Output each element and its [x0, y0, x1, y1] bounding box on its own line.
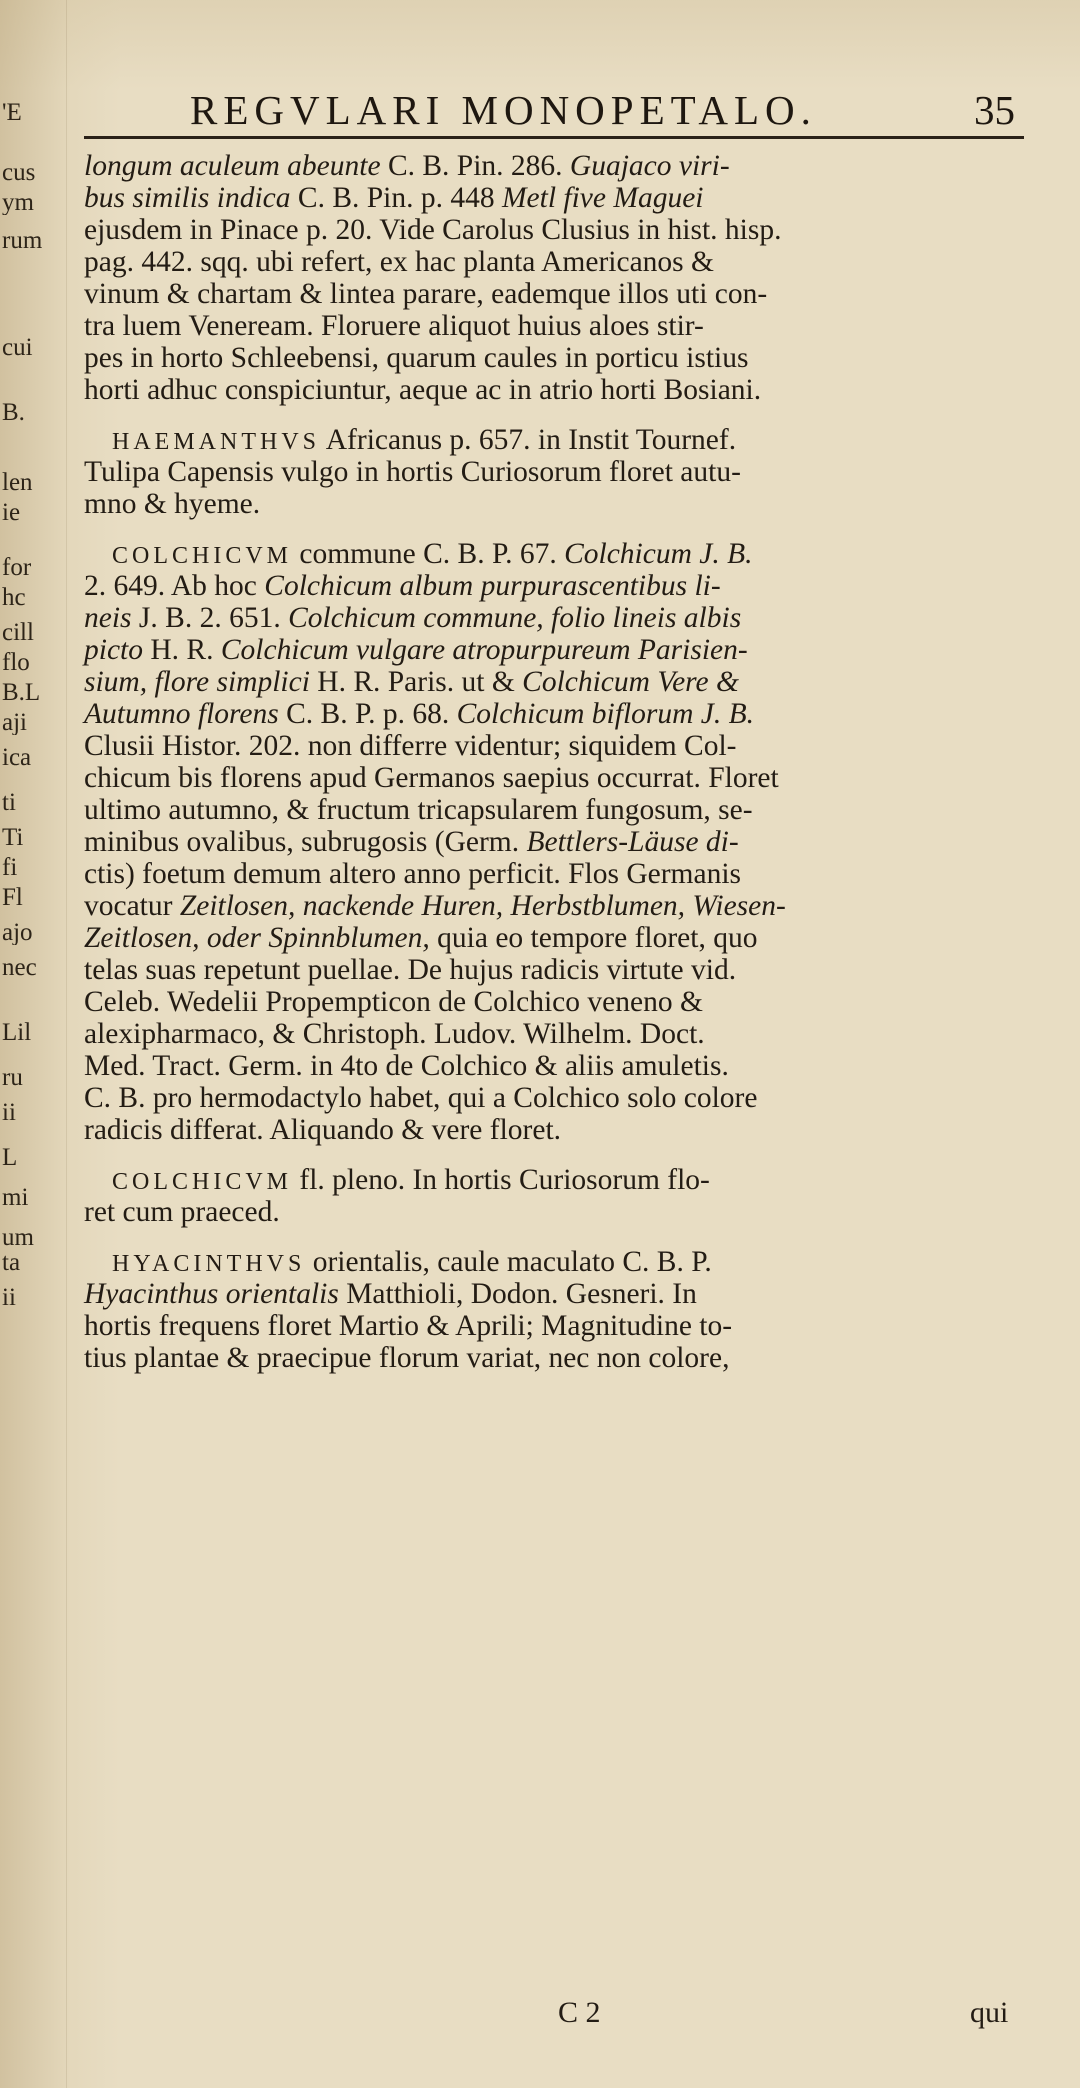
- text-line: [84, 424, 1044, 456]
- text-line: [84, 794, 1044, 826]
- left-margin-bleed: [0, 0, 67, 2088]
- text-segment: longum aculeum abeunte: [84, 150, 381, 182]
- text-segment: neis: [84, 602, 132, 634]
- text-line: [84, 602, 1044, 634]
- text-segment: Bettlers-Läuse di-: [526, 826, 739, 858]
- paragraph-gap: [84, 520, 1044, 538]
- margin-fragment: L: [2, 1145, 18, 1170]
- margin-fragment: cus: [2, 160, 36, 185]
- margin-fragment: flo: [2, 650, 30, 675]
- text-segment: H. R. Paris. ut &: [309, 666, 523, 698]
- text-segment: Metl five Maguei: [501, 182, 704, 214]
- margin-fragment: ii: [2, 1285, 16, 1310]
- margin-fragment: B.L: [2, 680, 41, 705]
- text-line: [84, 182, 1044, 214]
- text-segment: HYACINTHVS: [112, 1251, 306, 1277]
- text-segment: Colchicum J. B.: [564, 538, 753, 570]
- text-segment: tra luem Veneream. Floruere aliquot huius aloes stir-: [84, 310, 704, 342]
- margin-fragment: ica: [2, 745, 32, 770]
- text-segment: Matthioli, Dodon. Gesneri. In: [338, 1278, 697, 1310]
- text-segment: HAEMANTHVS: [112, 429, 320, 455]
- text-segment: horti adhuc conspiciuntur, aeque ac in atrio horti Bosiani.: [84, 374, 762, 406]
- text-segment: Med. Tract. Germ. in 4to de Colchico & aliis amuletis.: [84, 1050, 729, 1082]
- text-segment: Colchicum commune, folio lineis albis: [288, 602, 742, 634]
- margin-fragment: ti: [2, 790, 16, 815]
- text-segment: telas suas repetunt puellae. De hujus radicis virtute vid.: [84, 954, 737, 986]
- text-segment: mno & hyeme.: [84, 488, 261, 520]
- text-line: [84, 922, 1044, 954]
- text-segment: ret cum praeced.: [84, 1196, 280, 1228]
- body-text: [84, 150, 1044, 1374]
- text-line: [84, 150, 1044, 182]
- page-number: 35: [974, 87, 1015, 133]
- text-segment: Colchicum album purpurascentibus li-: [264, 570, 721, 602]
- text-line: [84, 954, 1044, 986]
- text-line: [84, 730, 1044, 762]
- text-line: [84, 1164, 1044, 1196]
- margin-fragment: rum: [2, 228, 43, 253]
- text-segment: picto: [84, 634, 143, 666]
- text-line: [84, 1050, 1044, 1082]
- text-segment: C. B. P. p. 68.: [278, 698, 457, 730]
- text-line: [84, 1082, 1044, 1114]
- paragraph: [84, 1246, 1044, 1374]
- text-segment: minibus ovalibus, subrugosis (Germ.: [84, 826, 527, 858]
- text-line: [84, 456, 1044, 488]
- margin-fragment: um: [2, 1225, 34, 1250]
- margin-fragment: ru: [2, 1065, 23, 1090]
- text-segment: Zeitlosen, oder Spinnblumen,: [84, 922, 430, 954]
- paragraph: [84, 150, 1044, 406]
- text-line: [84, 214, 1044, 246]
- margin-fragment: 'E: [2, 100, 22, 125]
- paragraph: [84, 538, 1044, 1146]
- text-segment: radicis differat. Aliquando & vere floret.: [84, 1114, 562, 1146]
- text-segment: COLCHICVM: [112, 1169, 293, 1195]
- text-line: [84, 826, 1044, 858]
- text-segment: alexipharmaco, & Christoph. Ludov. Wilhelm. Doct.: [84, 1018, 705, 1050]
- text-segment: Zeitlosen, nackende Huren, Herbstblumen, Wiesen-: [179, 890, 786, 922]
- text-segment: C. B. Pin. p. 448: [290, 182, 502, 214]
- text-segment: COLCHICVM: [112, 543, 293, 569]
- text-line: [84, 374, 1044, 406]
- text-line: [84, 310, 1044, 342]
- text-line: [84, 666, 1044, 698]
- text-line: [84, 538, 1044, 570]
- printer-signature: C 2: [558, 1996, 601, 2029]
- paragraph-gap: [84, 406, 1044, 424]
- text-segment: Colchicum biflorum J. B.: [456, 698, 755, 730]
- text-segment: tius plantae & praecipue florum variat, nec non colore,: [84, 1342, 730, 1374]
- text-segment: orientalis, caule maculato C. B. P.: [305, 1246, 712, 1278]
- text-line: [84, 246, 1044, 278]
- margin-fragment: ym: [2, 190, 34, 215]
- text-segment: vinum & chartam & lintea parare, eademque illos uti con-: [84, 278, 768, 310]
- text-segment: C. B. Pin. 286.: [380, 150, 570, 182]
- margin-fragment: cui: [2, 335, 33, 360]
- text-segment: J. B. 2. 651.: [131, 602, 289, 634]
- text-segment: Hyacinthus orientalis: [84, 1278, 339, 1310]
- text-segment: bus similis indica: [84, 182, 291, 214]
- text-line: [84, 890, 1044, 922]
- margin-fragment: Fl: [2, 885, 23, 910]
- text-segment: ctis) foetum demum altero anno perficit. Flos Germanis: [84, 858, 742, 890]
- margin-fragment: fi: [2, 855, 18, 880]
- text-line: [84, 986, 1044, 1018]
- text-line: [84, 1278, 1044, 1310]
- text-line: [84, 698, 1044, 730]
- text-segment: 2. 649. Ab hoc: [84, 570, 265, 602]
- text-line: [84, 634, 1044, 666]
- text-segment: chicum bis florens apud Germanos saepius occurrat. Floret: [84, 762, 779, 794]
- text-segment: pag. 442. sqq. ubi refert, ex hac planta Americanos &: [84, 246, 714, 278]
- text-segment: ejusdem in Pinace p. 20. Vide Carolus Clusius in hist. hisp.: [84, 214, 782, 246]
- text-segment: sium, flore simplici: [84, 666, 310, 698]
- text-line: [84, 1342, 1044, 1374]
- text-segment: Celeb. Wedelii Propempticon de Colchico veneno &: [84, 986, 703, 1018]
- header-rule: [84, 136, 1024, 139]
- text-line: [84, 1246, 1044, 1278]
- text-segment: Clusii Histor. 202. non differre videntur; siquidem Col-: [84, 730, 737, 762]
- paragraph: [84, 1164, 1044, 1228]
- text-segment: ultimo autumno, & fructum tricapsularem fungosum, se-: [84, 794, 753, 826]
- text-segment: fl. pleno. In hortis Curiosorum flo-: [292, 1164, 710, 1196]
- margin-fragment: Lil: [2, 1020, 32, 1045]
- text-segment: Tulipa Capensis vulgo in hortis Curiosorum floret autu-: [84, 456, 741, 488]
- margin-fragment: nec: [2, 955, 37, 980]
- text-segment: quia eo tempore floret, quo: [429, 922, 758, 954]
- text-segment: Africanus p. 657. in Instit Tournef.: [320, 424, 737, 456]
- margin-fragment: Ti: [2, 825, 24, 850]
- text-segment: hortis frequens floret Martio & Aprili; Magnitudine to-: [84, 1310, 733, 1342]
- margin-fragment: B.: [2, 400, 25, 425]
- margin-fragment: ajo: [2, 920, 33, 945]
- text-line: [84, 1018, 1044, 1050]
- margin-fragment: len: [2, 470, 33, 495]
- margin-fragment: hc: [2, 585, 26, 610]
- text-segment: C. B. pro hermodactylo habet, qui a Colchico solo colore: [84, 1082, 758, 1114]
- text-segment: vocatur: [84, 890, 180, 922]
- text-segment: Autumno florens: [84, 698, 279, 730]
- catchword: qui: [970, 1996, 1009, 2029]
- text-line: [84, 278, 1044, 310]
- text-line: [84, 1114, 1044, 1146]
- text-line: [84, 488, 1044, 520]
- text-segment: commune C. B. P. 67.: [292, 538, 565, 570]
- margin-fragment: aji: [2, 710, 27, 735]
- text-segment: Colchicum Vere &: [522, 666, 739, 698]
- running-head: REGVLARI MONOPETALO.: [190, 87, 817, 133]
- margin-fragment: ie: [2, 500, 21, 525]
- text-segment: Colchicum vulgare atropurpureum Parisien-: [220, 634, 748, 666]
- text-line: [84, 858, 1044, 890]
- text-line: [84, 762, 1044, 794]
- margin-fragment: mi: [2, 1185, 29, 1210]
- paragraph: [84, 424, 1044, 520]
- margin-fragment: cill: [2, 620, 34, 645]
- margin-fragment: for: [2, 555, 32, 580]
- paragraph-gap: [84, 1146, 1044, 1164]
- text-segment: pes in horto Schleebensi, quarum caules in porticu istius: [84, 342, 749, 374]
- paragraph-gap: [84, 1228, 1044, 1246]
- text-segment: Guajaco viri-: [569, 150, 730, 182]
- margin-fragment: ii: [2, 1100, 16, 1125]
- text-segment: H. R.: [143, 634, 221, 666]
- text-line: [84, 342, 1044, 374]
- margin-fragment: ta: [2, 1250, 21, 1275]
- text-line: [84, 1196, 1044, 1228]
- text-line: [84, 1310, 1044, 1342]
- text-line: [84, 570, 1044, 602]
